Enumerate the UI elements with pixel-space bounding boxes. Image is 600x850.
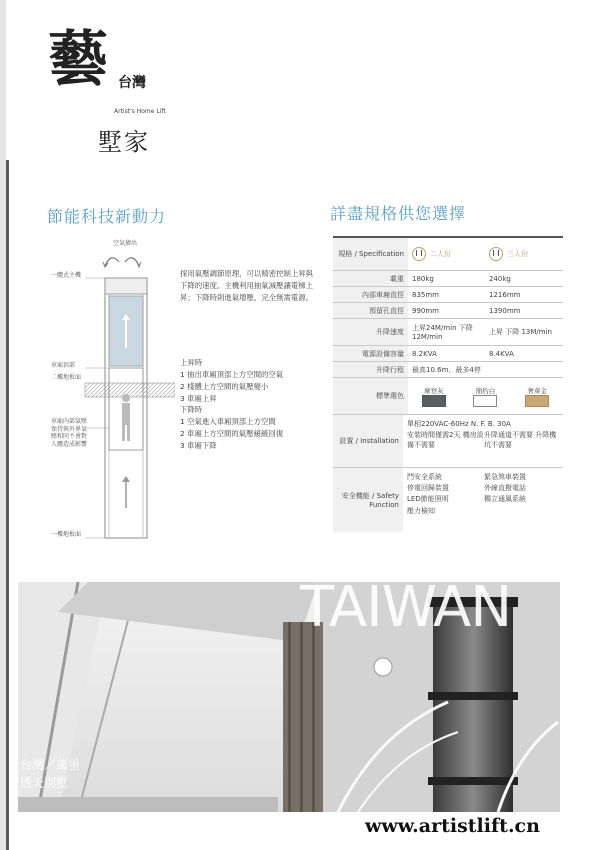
down-title: 下降時 bbox=[180, 405, 203, 415]
label-floor-1: 一樓地板面 bbox=[51, 531, 82, 538]
model-three-person: 三人份 bbox=[489, 247, 528, 261]
gray-swatch bbox=[422, 395, 446, 407]
install-power: 單相220VAC-60Hz N. F. B. 30A bbox=[407, 420, 511, 428]
table-row: 升降速度 上昇24M/min 下降12M/min 上昇 下降 13M/min bbox=[333, 319, 563, 346]
spec-header-row bbox=[333, 236, 563, 271]
spec-heading: 詳盡規格供您選擇 bbox=[330, 204, 467, 223]
label-air-out: 空氣擠出 bbox=[113, 240, 138, 247]
safety-list-a: 門安全系統 停電回歸裝置 LED節能照明 壓力檢知 bbox=[407, 473, 449, 515]
spec-table bbox=[333, 236, 563, 532]
table-row: 預留孔直徑 990mm 1390mm bbox=[333, 303, 563, 319]
photo-location: 台灣／萬里 bbox=[20, 758, 81, 772]
logo-taiwan: 台灣 bbox=[118, 75, 146, 91]
down-step: 1 空氣進入車廂頂部上方空間 bbox=[180, 417, 276, 427]
color-option-gray: 摩登灰 bbox=[422, 386, 446, 407]
brand-logo bbox=[48, 25, 188, 160]
colors-label: 標準選色 bbox=[333, 378, 408, 414]
gold-swatch bbox=[525, 395, 549, 407]
install-row bbox=[333, 415, 563, 468]
page-binding-line bbox=[6, 160, 9, 850]
spec-label: 規格 / Specification bbox=[333, 238, 408, 270]
install-label: 設置 / Installation bbox=[333, 415, 403, 467]
label-car-top: 車廂頂部 bbox=[51, 362, 76, 369]
table-row: 內部車廂直徑 835mm 1216mm bbox=[333, 287, 563, 303]
lift-shaft-drawing bbox=[55, 238, 175, 543]
color-option-gold: 奢華金 bbox=[525, 386, 549, 407]
principle-description: 採用氣壓調節原理，可以精密控制上昇與下降的速度。主機利用抽氣減壓讓電梯上昇；下降時則進氣增壓，完全無需電源。 bbox=[180, 269, 314, 302]
logo-villa: 墅家 bbox=[98, 128, 150, 156]
taiwan-overlay-title: TAIWAN bbox=[300, 575, 512, 640]
up-step: 3 車廂上昇 bbox=[180, 393, 217, 403]
safety-row bbox=[333, 468, 563, 532]
table-row: 載重 180kg 240kg bbox=[333, 271, 563, 287]
photo-villa-type: 透天別墅 bbox=[20, 776, 69, 790]
down-step: 3 車廂下降 bbox=[180, 440, 217, 450]
colors-row bbox=[333, 378, 563, 415]
label-floor-2: 二樓地板面 bbox=[51, 374, 82, 381]
color-option-white: 簡約白 bbox=[473, 386, 497, 407]
person-icon bbox=[412, 247, 426, 261]
energy-heading: 節能科技新動力 bbox=[47, 207, 167, 226]
label-motor: 一體式主機 bbox=[51, 272, 82, 279]
label-car-inner: 車廂內部氣壓 保持與外界氣 壓相同不會對 人體造成影響 bbox=[51, 418, 88, 448]
table-row: 電源設備容量 8.2KVA 8.4KVA bbox=[333, 346, 563, 362]
logo-subtitle: Artist's Home Lift bbox=[114, 108, 166, 115]
safety-label: 安全機能 / Safety Function bbox=[333, 468, 403, 532]
website-url[interactable]: www.artistlift.cn bbox=[365, 815, 540, 837]
white-swatch bbox=[473, 395, 497, 407]
down-step: 2 車廂上方空間的氣壓緩緩回復 bbox=[180, 429, 284, 439]
photo-caption bbox=[20, 756, 80, 792]
lift-diagram bbox=[51, 238, 175, 543]
safety-list-b: 緊急煞車裝置 外線直撥電話 獨立通風系統 bbox=[484, 473, 526, 504]
logo-character: 藝 bbox=[48, 25, 108, 95]
up-step: 2 棧體上方空間的氣壓變小 bbox=[180, 381, 269, 391]
person-icon bbox=[489, 247, 503, 261]
table-row: 升降行程 最高10.6m．最多4停 bbox=[333, 362, 563, 378]
model-two-person: 二人份 bbox=[412, 247, 451, 261]
install-a: 安裝時間僅需2天 機房設備不需要 bbox=[407, 430, 484, 449]
up-down-steps bbox=[180, 357, 320, 452]
install-b: 升降通道不需要 升降機坑不需要 bbox=[484, 430, 557, 449]
up-step: 1 抽出車廂頂部上方空間的空氣 bbox=[180, 369, 284, 379]
up-title: 上昇時 bbox=[180, 358, 203, 367]
